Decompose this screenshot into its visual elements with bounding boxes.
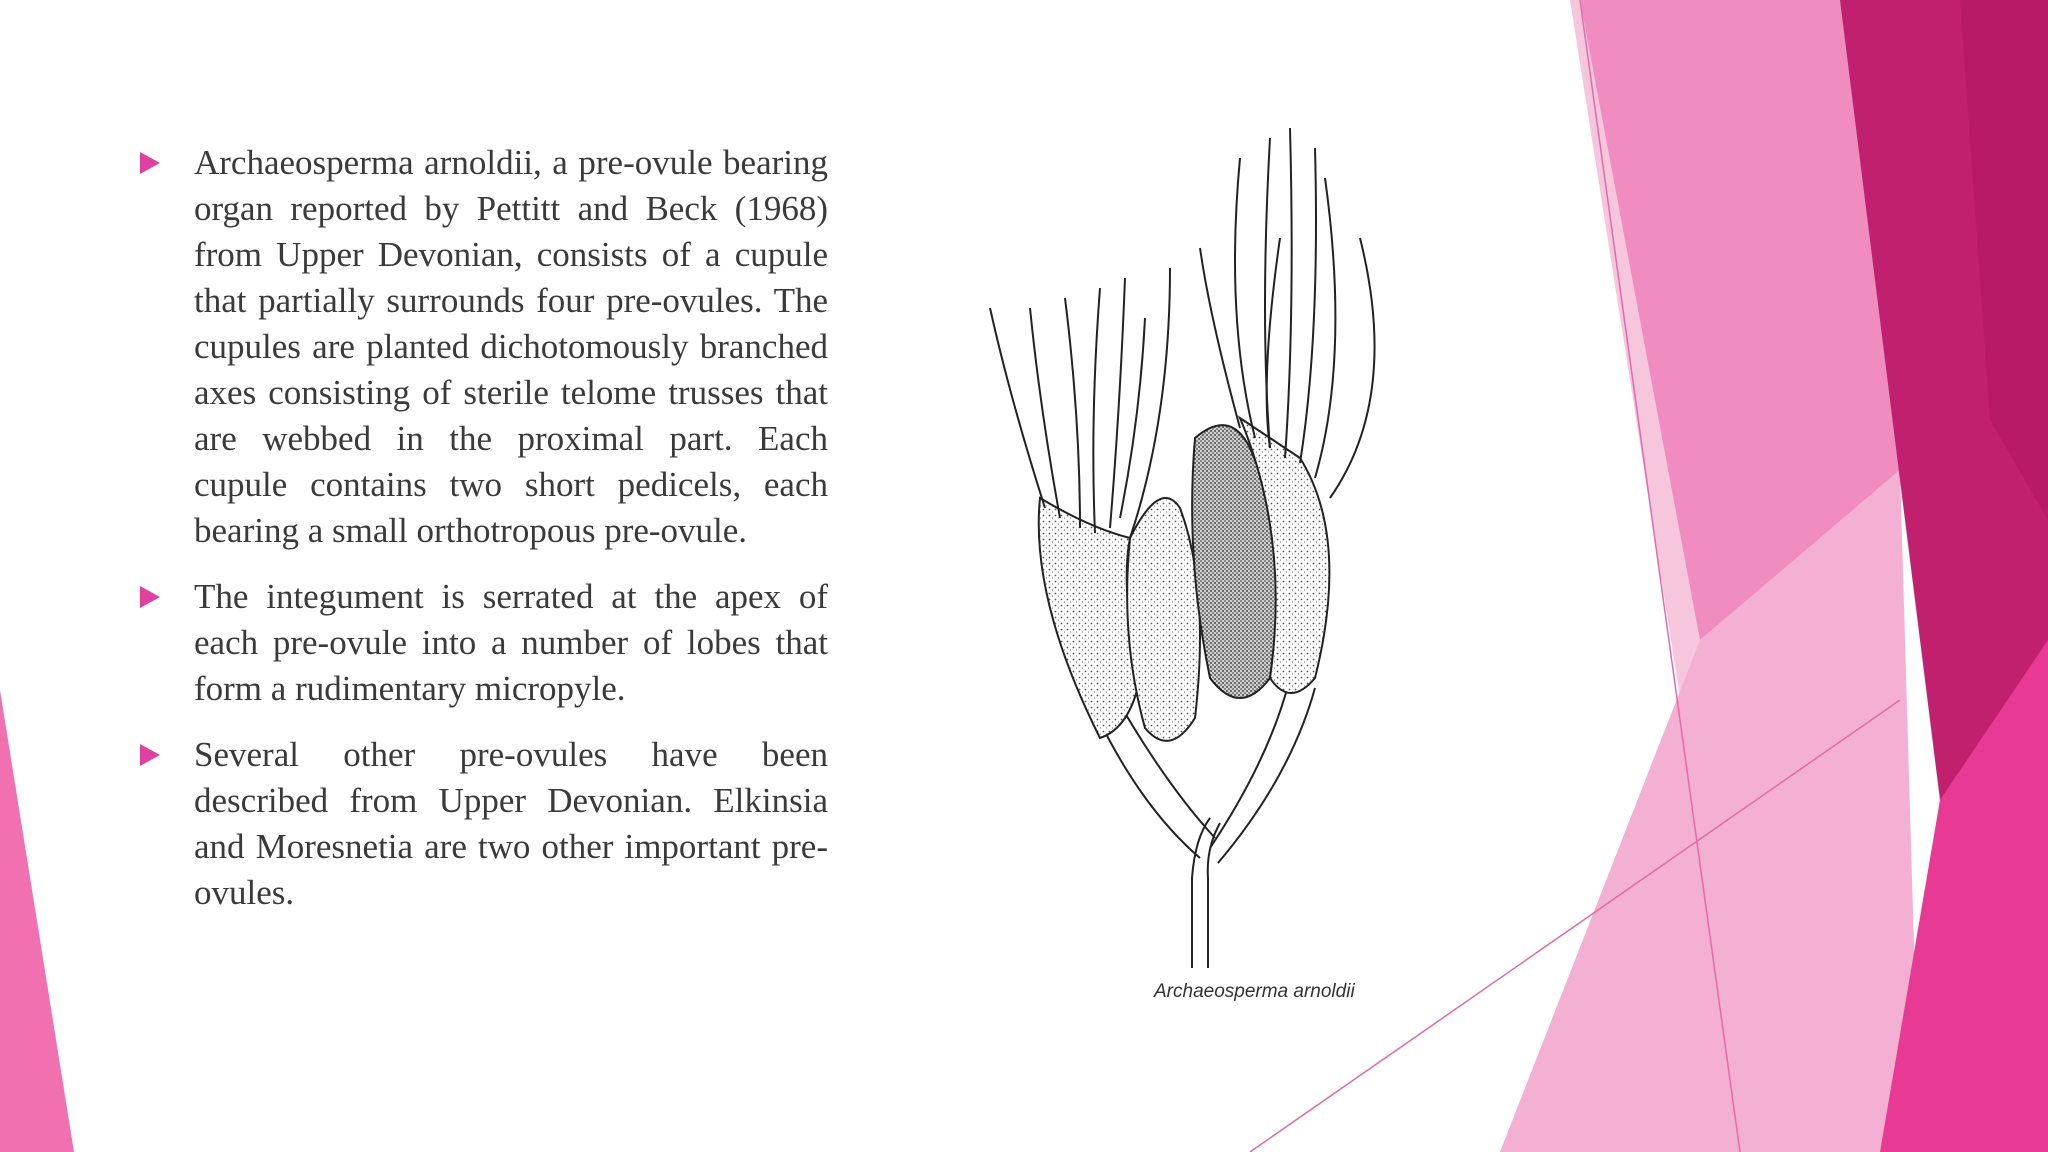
bullet-text: The integument is serrated at the apex of each pre-ovule into a number of lobes that form a rudimentary micropyle. (194, 577, 828, 708)
triangle-bullet-icon (140, 152, 160, 174)
bullet-item (140, 732, 828, 916)
figure-caption: Archaeosperma arnoldii (1154, 981, 1355, 1002)
bullet-list (140, 140, 828, 936)
bullet-text: Archaeosperma arnoldii, a pre-ovule bearing organ reported by Pettitt and Beck (1968) from Upper Devonian, consists of a cupule that partially surrounds four pre-ovules. The cupules are planted dichotomously branched axes consisting of sterile telome trusses that are webbed in the proximal part. Each cupule contains two short pedicels, each bearing a small orthotropous pre-ovule. (194, 143, 828, 550)
bullet-item (140, 140, 828, 554)
archaeosperma-illustration (970, 118, 1450, 1018)
triangle-bullet-icon (140, 744, 160, 766)
pre-ovule-1 (1127, 498, 1200, 741)
left-pink-band (0, 690, 74, 1152)
telome-lobes (990, 128, 1375, 538)
bullet-item (140, 574, 828, 712)
left-cupule (1039, 498, 1140, 738)
bullet-text: Several other pre-ovules have been described from Upper Devonian. Elkinsia and Moresnetia are two other important pre-ovules. (194, 735, 828, 912)
triangle-bullet-icon (140, 586, 160, 608)
